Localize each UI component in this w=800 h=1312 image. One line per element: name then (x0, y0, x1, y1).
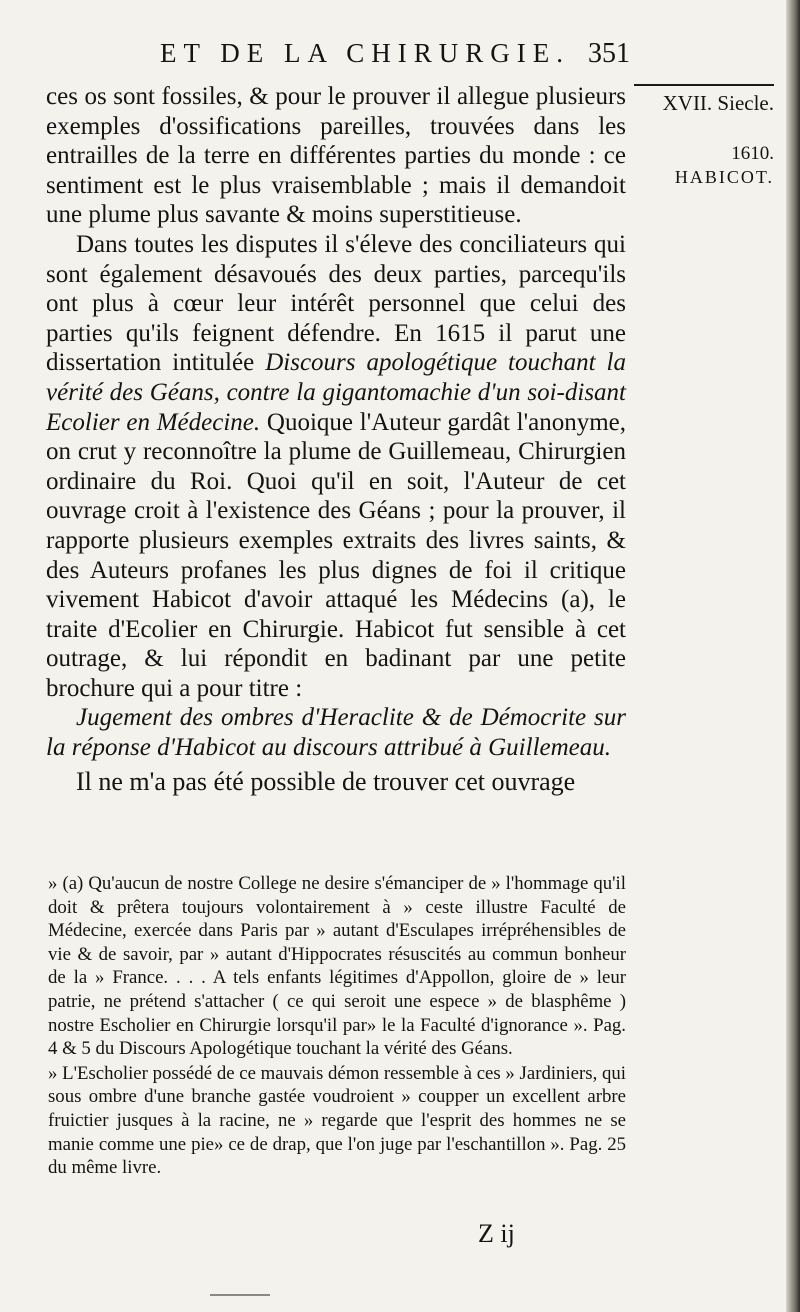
main-text (46, 82, 626, 796)
footnote-a: » (a) Qu'aucun de nostre College ne desire s'émanciper de » l'hommage qu'il doit & prêtera toujours volontairement à » ceste illustre Faculté de Médecine, exercée dans Paris par » autant d'Esculapes irrépréhensibles de vie & de savoir, par » autant d'Hippocrates résuscités au commun bonheur de la » France. . . . A tels enfants légitimes d'Appollon, gloire de » leur patrie, ne prétend s'attacher ( ce qui seroit une espece » de blasphême ) nostre Escholier en Chirurgie lorsqu'il par» le la Faculté d'ignorance ». Pag. 4 & 5 du Discours Apologétique touchant la vérité des Géans. (48, 873, 626, 1060)
margin-rule (634, 84, 774, 86)
paragraph-3-title: Jugement des ombres d'Heraclite & de Démocrite sur la réponse d'Habicot au discours attribué à Guillemeau. (46, 704, 626, 762)
paragraph-1: ces os sont fossiles, & pour le prouver il allegue plusieurs exemples d'ossifications pareilles, trouvées dans les entrailles de la terre en différentes parties du monde : ce sentiment est le plus vraisemblable ; mais il demandoit une plume plus savante & moins superstitieuse. (46, 83, 626, 229)
paragraph-2-text-b: Quoique l'Auteur gardât l'anonyme, on crut y reconnoître la plume de Guillemeau, Chirurgien ordinaire du Roi. Quoi qu'il en soit, l'Auteur de cet ouvrage croit à l'existence des Géans ; pour la prouver, il rapporte plusieurs exemples extraits des livres saints, & des Auteurs profanes les plus dignes de foi il critique vivement Habicot d'avoir attaqué les Médecins (a), le traite d'Ecolier en Chirurgie. Habicot fut sensible à cet outrage, & lui répondit en badinant par une petite brochure qui a pour titre : (46, 408, 626, 702)
paragraph-2 (46, 230, 626, 704)
page-number: 351 (588, 38, 630, 69)
page-edge-shadow (786, 0, 800, 1312)
paragraph-4: Il ne m'a pas été possible de trouver cet ouvrage (76, 766, 576, 796)
margin-year: 1610. (731, 143, 774, 164)
margin-notes (634, 84, 774, 188)
margin-century: XVII. Siecle. (662, 91, 774, 115)
ink-smudge (210, 1294, 270, 1296)
signature-mark: Z ij (478, 1219, 515, 1248)
page-header (150, 38, 630, 78)
running-head: ET DE LA CHIRURGIE. (160, 38, 570, 68)
footnote-continued: » L'Escholier possédé de ce mauvais démon ressemble à ces » Jardiniers, qui sous ombre d'une branche gastée voudroient » coupper un excellent arbre fruictier jusques à la racine, ne » regarde que l'esprit des hommes ne se manie comme une pie» ce de drap, que l'on juge par l'eschantillon ». Pag. 25 du même livre. (48, 1062, 626, 1179)
footnotes (48, 872, 626, 1180)
work-title-discours: Discours apologétique touchant la vérité des Géans, contre la gigantomachie d'un soi-disant Ecolier en Médecine. (46, 349, 627, 436)
margin-name: HABICOT. (674, 167, 774, 187)
paragraph-2-text-a: Dans toutes les disputes il s'éleve des conciliateurs qui sont également désavoués des deux parties, parcequ'ils ont plus à cœur leur intérêt personnel que celui des parties qu'ils feignent défendre. En 1615 il parut une dissertation intitulée (46, 230, 626, 377)
